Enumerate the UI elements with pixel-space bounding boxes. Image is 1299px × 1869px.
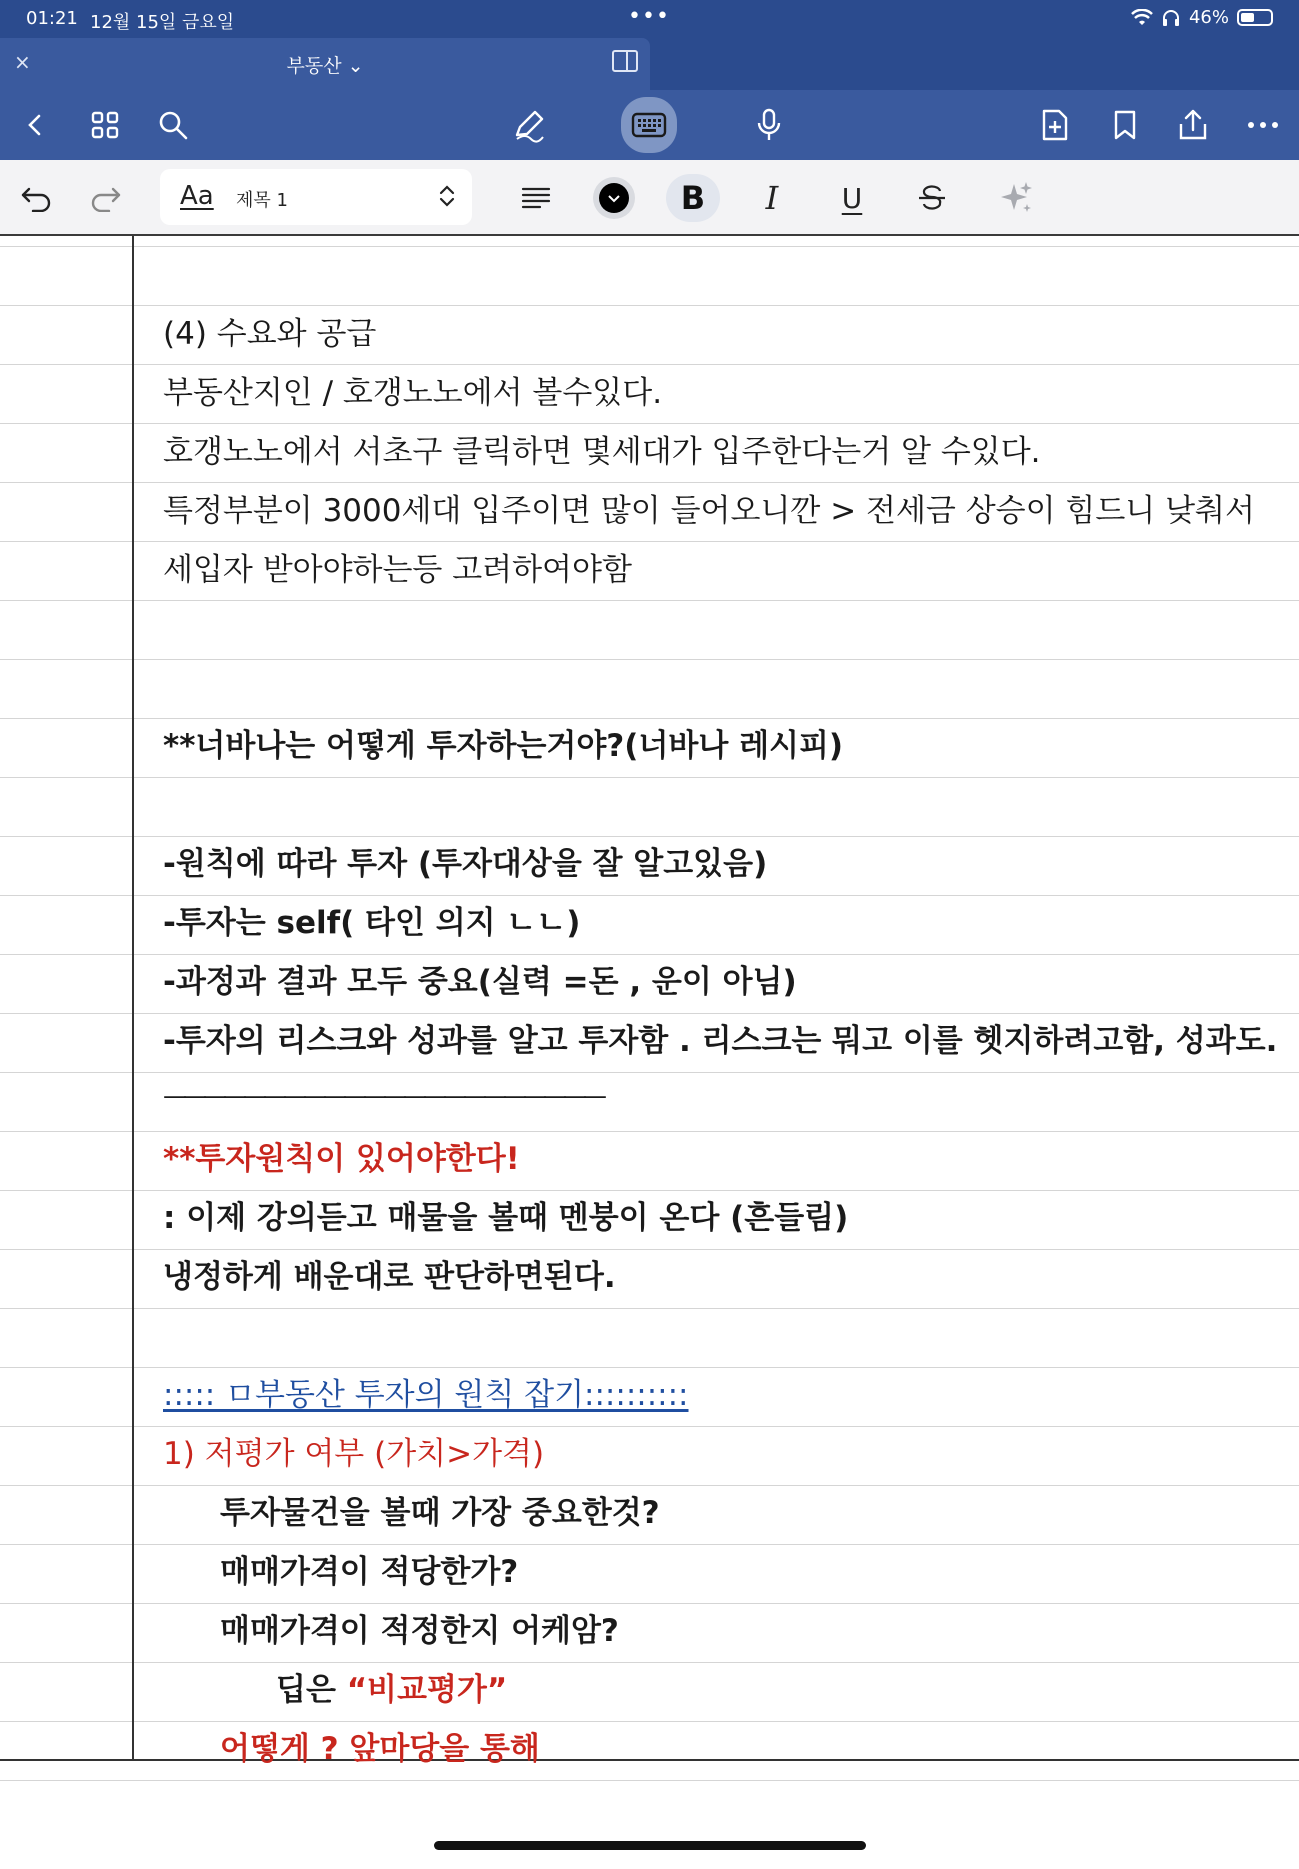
paragraph-style-select[interactable]	[160, 169, 472, 225]
ruled-line	[0, 541, 1299, 542]
nirvana-heading[interactable]: **너바나는 어떻게 투자하는거야?(너바나 레시피)	[163, 728, 844, 764]
split-view-icon[interactable]	[612, 50, 638, 72]
back-icon[interactable]	[10, 100, 60, 150]
page-bottom-rule	[0, 1759, 1299, 1761]
text-color-button[interactable]	[590, 174, 638, 222]
list-item[interactable]: -원칙에 따라 투자 (투자대상을 잘 알고있음)	[163, 846, 768, 882]
heading-supply-demand[interactable]: (4) 수요와 공급	[163, 316, 377, 352]
search-icon[interactable]	[148, 100, 198, 150]
status-date: 12월 15일 금요일	[90, 12, 235, 33]
ruled-line	[0, 1131, 1299, 1132]
share-icon[interactable]	[1168, 100, 1218, 150]
format-bar	[0, 160, 1299, 236]
tip-label: 딥은	[276, 1672, 347, 1708]
ruled-line	[0, 1721, 1299, 1722]
tab-strip	[0, 38, 1299, 90]
ruled-line	[0, 1072, 1299, 1073]
ruled-line	[0, 600, 1299, 601]
text-line[interactable]: 매매가격이 적정한지 어케암?	[220, 1613, 619, 1649]
italic-label: I	[765, 179, 779, 217]
ruled-line	[0, 895, 1299, 896]
text-line[interactable]: 세입자 받아야하는등 고려하여야함	[163, 552, 632, 588]
more-icon[interactable]	[1238, 100, 1288, 150]
principle-heading[interactable]: **투자원칙이 있어야한다!	[163, 1141, 520, 1177]
section-link-heading[interactable]: ::::: ㅁ부동산 투자의 원칙 잡기::::::::::	[163, 1377, 689, 1413]
strikethrough-icon[interactable]	[912, 174, 952, 222]
ruled-line	[0, 423, 1299, 424]
text-line[interactable]: 어떻게 ? 앞마당을 통해	[220, 1731, 540, 1767]
style-name: 제목 1	[236, 190, 288, 211]
ruled-line	[0, 836, 1299, 837]
ruled-line	[0, 482, 1299, 483]
ruled-line	[0, 1662, 1299, 1663]
ruled-line	[0, 1308, 1299, 1309]
underline-label: U	[841, 181, 863, 215]
ruled-line	[0, 718, 1299, 719]
ruled-line	[0, 1426, 1299, 1427]
add-page-icon[interactable]	[1030, 100, 1080, 150]
ruled-line	[0, 659, 1299, 660]
bookmark-icon[interactable]	[1100, 100, 1150, 150]
redo-icon[interactable]	[84, 174, 128, 222]
ruled-line	[0, 1603, 1299, 1604]
keyboard-icon[interactable]	[621, 97, 677, 153]
text-line[interactable]: 호갱노노에서 서초구 클릭하면 몇세대가 입주한다는거 알 수있다.	[163, 434, 1041, 470]
multitasking-dots[interactable]: •••	[628, 4, 670, 29]
status-bar	[0, 0, 1299, 38]
battery-fill	[1241, 13, 1254, 22]
list-item[interactable]: -과정과 결과 모두 중요(실력 =돈 , 운이 아님)	[163, 964, 797, 1000]
chevron-updown-icon	[438, 183, 456, 209]
sparkle-icon[interactable]	[994, 174, 1038, 222]
ruled-line	[0, 1249, 1299, 1250]
comparative-evaluation-text: “비교평가”	[346, 1672, 508, 1708]
list-item[interactable]: -투자의 리스크와 성과를 알고 투자함 . 리스크는 뭐고 이를 헷지하려고함, 성과도.	[163, 1023, 1278, 1059]
ruled-line	[0, 246, 1299, 247]
list-item[interactable]: -투자는 self( 타인 의지 ㄴㄴ)	[163, 905, 581, 941]
text-line[interactable]: 투자물건을 볼때 가장 중요한것?	[220, 1495, 660, 1531]
close-tab-icon[interactable]: ×	[14, 50, 31, 74]
battery-percent: 46%	[1188, 7, 1229, 28]
pen-icon[interactable]	[504, 100, 554, 150]
ruled-line	[0, 954, 1299, 955]
italic-button[interactable]	[752, 174, 792, 222]
underline-button[interactable]	[832, 174, 872, 222]
text-line[interactable]: 부동산지인 / 호갱노노에서 볼수있다.	[163, 375, 663, 411]
headphones-icon	[1161, 9, 1181, 27]
ruled-line	[0, 1190, 1299, 1191]
document-page[interactable]	[0, 236, 1299, 1869]
status-time: 01:21	[26, 8, 78, 29]
ruled-line	[0, 1485, 1299, 1486]
document-tab[interactable]	[0, 38, 650, 90]
ruled-line	[0, 1780, 1299, 1781]
bold-button[interactable]	[666, 174, 720, 222]
document-title[interactable]: 부동산 ⌄	[286, 55, 364, 77]
ruled-line	[0, 1367, 1299, 1368]
home-indicator[interactable]	[434, 1841, 866, 1850]
microphone-icon[interactable]	[744, 100, 794, 150]
battery-icon	[1237, 9, 1273, 26]
text-line[interactable]: 냉정하게 배운대로 판단하면된다.	[163, 1259, 616, 1295]
text-line[interactable]: : 이제 강의듣고 매물을 볼때 멘붕이 온다 (흔들림)	[163, 1200, 849, 1236]
ruled-line	[0, 1013, 1299, 1014]
text-line[interactable]: 특정부분이 3000세대 입주이면 많이 들어오니깐 > 전세금 상승이 힘드니 낮춰서	[163, 493, 1255, 529]
separator-line: ——————————————————————	[163, 1082, 603, 1110]
style-aa-label: Aa	[180, 181, 214, 211]
status-right	[1131, 7, 1273, 28]
ruled-line	[0, 305, 1299, 306]
ruled-line	[0, 1544, 1299, 1545]
subheading-undervalued[interactable]: 1) 저평가 여부 (가치>가격)	[163, 1436, 545, 1472]
ruled-line	[0, 364, 1299, 365]
bold-label: B	[680, 179, 706, 217]
undo-icon[interactable]	[14, 174, 58, 222]
main-toolbar	[0, 90, 1299, 160]
grid-icon[interactable]	[80, 100, 130, 150]
margin-line	[132, 236, 134, 1760]
text-line[interactable]: 매매가격이 적당한가?	[220, 1554, 519, 1590]
tip-line[interactable]	[276, 1670, 507, 1710]
align-icon[interactable]	[516, 174, 556, 222]
ruled-line	[0, 777, 1299, 778]
wifi-icon	[1131, 9, 1153, 27]
